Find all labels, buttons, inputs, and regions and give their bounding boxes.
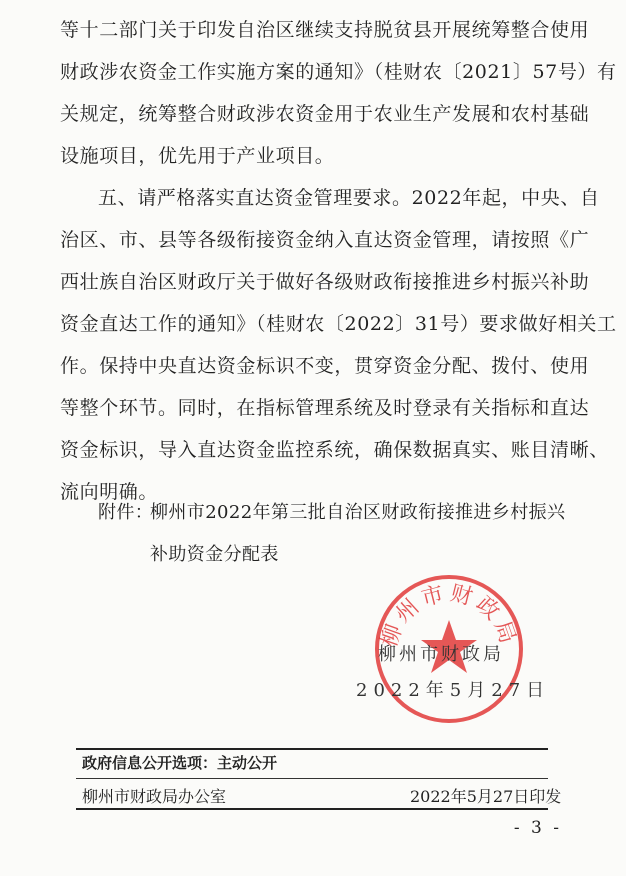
page-number: - 3 - [513,818,562,838]
disclosure-option: 政府信息公开选项：主动公开 [82,754,278,772]
body-line: 资金标识，导入直达资金监控系统，确保数据真实、账目清晰、 [60,439,609,461]
print-date: 2022年5月27日印发 [410,787,562,806]
body-line: 五、请严格落实直达资金管理要求。2022年起，中央、自 [98,187,600,209]
body-line: 关规定，统筹整合财政涉农资金用于农业生产发展和农村基础 [60,103,590,125]
body-line: 西壮族自治区财政厅关于做好各级财政衔接推进乡村振兴补助 [60,271,590,293]
attachment-label: 附件： [98,502,154,523]
body-line: 等整个环节。同时，在指标管理系统及时登录有关指标和直达 [60,397,590,419]
signature-date: 2022年5月27日 [356,680,551,701]
body-line: 等十二部门关于印发自治区继续支持脱贫县开展统筹整合使用 [60,19,590,41]
body-line: 作。保持中央直达资金标识不变，贯穿资金分配、拨付、使用 [60,355,590,377]
body-line: 设施项目，优先用于产业项目。 [60,145,335,167]
body-line: 资金直达工作的通知》（桂财农〔2022〕31号）要求做好相关工 [60,313,617,335]
body-line: 流向明确。 [60,481,159,503]
attachment-title-line1: 柳州市2022年第三批自治区财政衔接推进乡村振兴 [150,502,566,523]
seal-text: 柳州市财政局 [376,580,522,651]
signature-org: 柳州市财政局 [378,644,504,665]
attachment-title-line2: 补助资金分配表 [150,544,279,565]
footer-rule-bottom [76,808,548,810]
footer-rule-middle [76,778,548,779]
footer-rule-top [76,748,548,750]
body-line: 财政涉农资金工作实施方案的通知》（桂财农〔2021〕57号）有 [60,61,617,83]
body-line: 治区、市、县等各级衔接资金纳入直达资金管理，请按照《广 [60,229,590,251]
issuing-office: 柳州市财政局办公室 [82,787,227,806]
